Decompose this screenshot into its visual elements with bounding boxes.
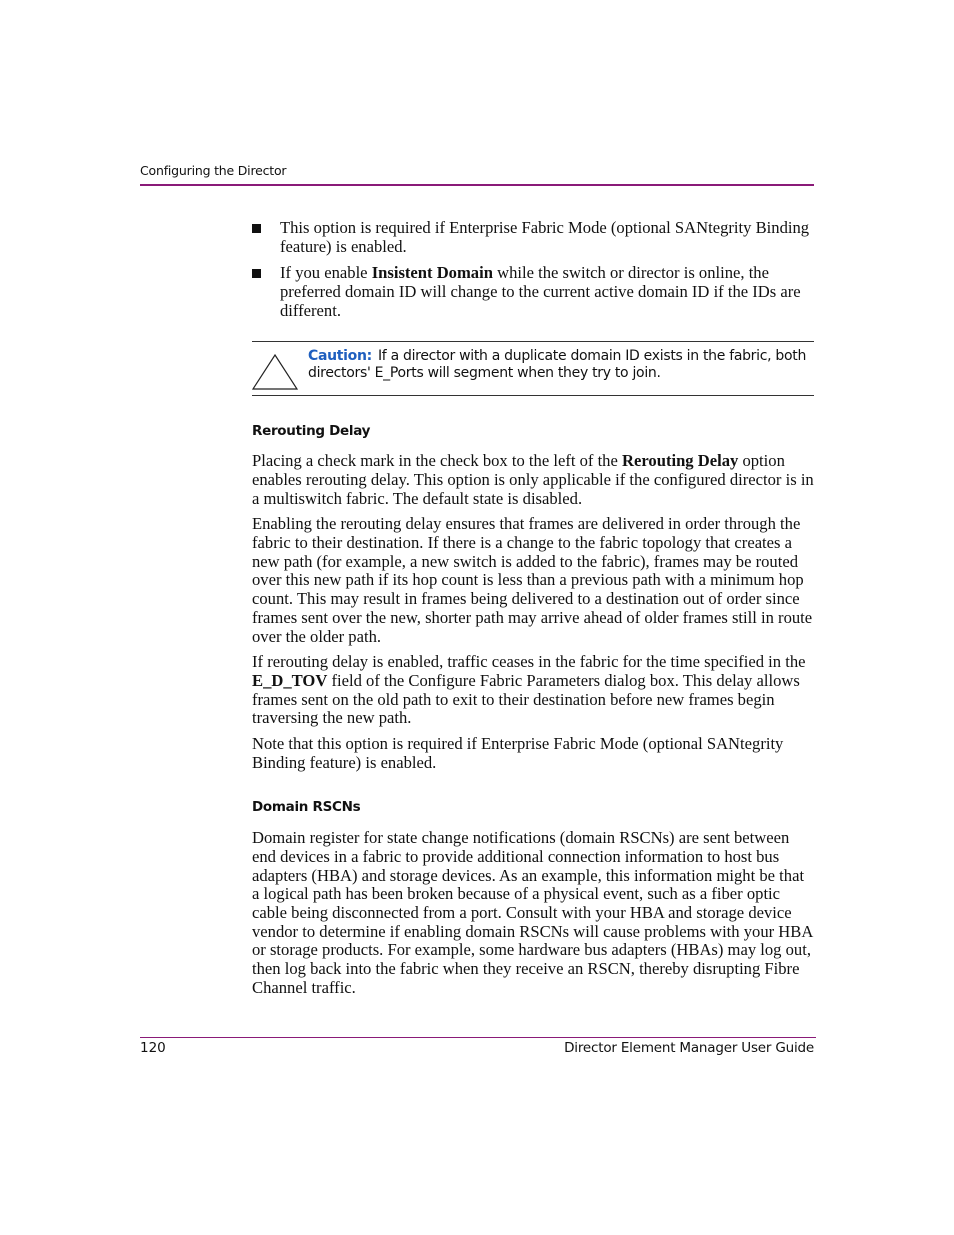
warning-triangle-icon — [252, 354, 298, 390]
paragraph-text-after: option enables rerouting delay. This option is only applicable if the configured director is in a multiswitch fabric. The default state is disabled. — [252, 451, 814, 508]
paragraph-text-before: Placing a check mark in the check box to the left of the — [252, 451, 622, 471]
paragraph-text-before: If rerouting delay is enabled, traffic ceases in the fabric for the time specified in the — [252, 652, 806, 672]
bullet-text-before: If you enable — [280, 263, 372, 283]
caution-note — [252, 341, 814, 396]
header-rule — [140, 184, 814, 186]
paragraph-text-after: field of the Configure Fabric Parameters dialog box. This delay allows frames sent on the old path to exit to their destination before new frames begin traversing the new path. — [252, 670, 800, 728]
list-item — [252, 219, 814, 256]
paragraph: Enabling the rerouting delay ensures that frames are delivered in order through the fabric to their destination. If there is a change to the fabric topology that creates a new path (for example, a new switch is added to the fabric), frames may be routed over this new path if its hop count is less than a previous path with a minimum hop count. This may result in frames being delivered to a destination out of order since frames sent over the new, shorter path may arrive ahead of older frames still in route over the older path. — [252, 514, 813, 646]
paragraph — [252, 452, 814, 508]
footer-rule — [140, 1037, 816, 1038]
bullet-list — [252, 219, 814, 321]
paragraph — [252, 653, 814, 728]
square-bullet-icon — [252, 224, 261, 233]
bullet-bold-term: Insistent Domain — [371, 263, 493, 283]
bullet-text: This option is required if Enterprise Fabric Mode (optional SANtegrity Binding feature) is enabled. — [280, 218, 810, 256]
paragraph: Domain register for state change notifications (domain RSCNs) are sent between end devices in a fabric to provide additional connection information to host bus adapters (HBA) and storage devices. As an example, this information might be that a logical path has been broken because of a physical event, such as a fiber optic cable being disconnected from a port. Consult with your HBA and storage device vendor to determine if enabling domain RSCNs will cause problems with your HBA or storage products. For example, some hardware bus adapters (HBAs) may log out, then log back into the fabric when they receive an RSCN, thereby disrupting Fibre Channel traffic. — [252, 828, 813, 997]
caution-label: Caution: — [308, 347, 372, 364]
bold-term: E_D_TOV — [252, 670, 328, 690]
bold-term: Rerouting Delay — [622, 451, 739, 471]
running-header: Configuring the Director — [140, 163, 287, 178]
paragraph: Note that this option is required if Enterprise Fabric Mode (optional SANtegrity Binding feature) is enabled. — [252, 734, 784, 772]
section-heading-domain-rscns: Domain RSCNs — [252, 799, 361, 816]
section-heading-rerouting-delay: Rerouting Delay — [252, 422, 371, 439]
list-item — [252, 264, 814, 320]
page-content — [252, 219, 814, 1005]
caution-text: If a director with a duplicate domain ID exists in the fabric, both directors' E_Ports will segment when they try to join. — [308, 347, 807, 382]
bullet-text-after: while the switch or director is online, the preferred domain ID will change to the current active domain ID if the IDs are different. — [280, 263, 801, 320]
square-bullet-icon — [252, 269, 261, 278]
page-number: 120 — [140, 1040, 166, 1056]
guide-title: Director Element Manager User Guide — [564, 1040, 814, 1056]
